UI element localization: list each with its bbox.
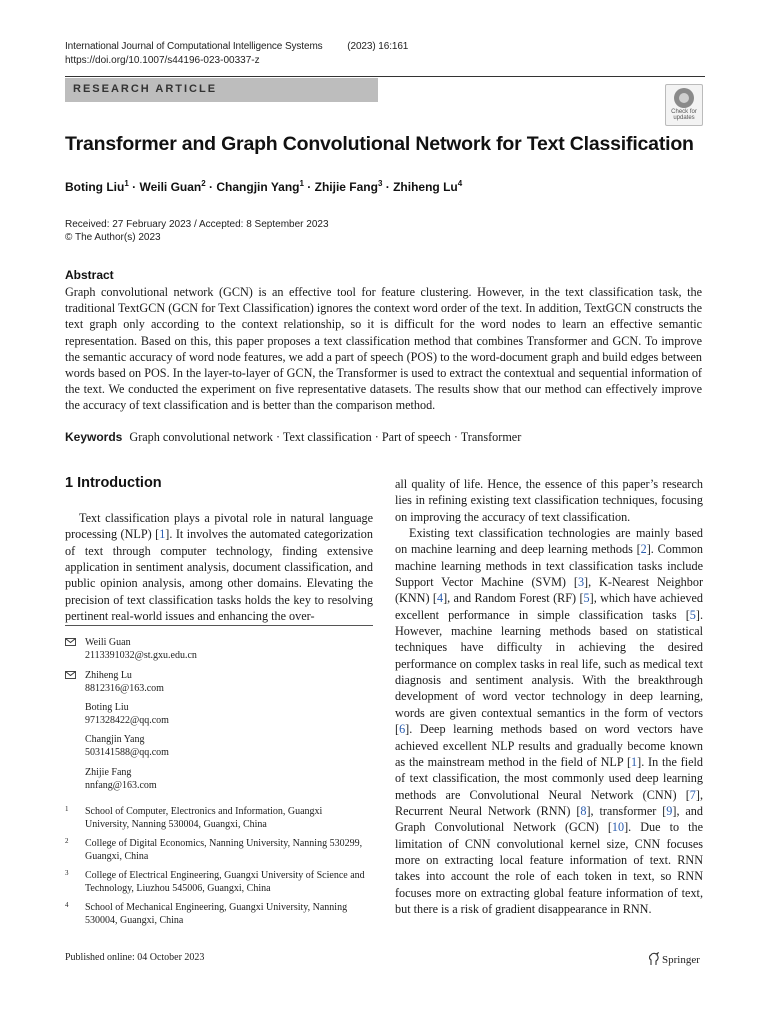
corresponding-author-details xyxy=(85,636,197,662)
affiliation-number: 2 xyxy=(65,837,69,845)
received-dates: Received: 27 February 2023 / Accepted: 8 September 2023 xyxy=(65,219,329,230)
intro-paragraph-2 xyxy=(395,525,703,917)
author-affiliation-mark: 3 xyxy=(377,179,383,188)
corresponding-author-email[interactable]: 2113391032@st.gxu.edu.cn xyxy=(85,650,197,661)
corresponding-author-entry xyxy=(65,669,164,695)
check-updates-label-2: updates xyxy=(673,115,695,121)
journal-name: International Journal of Computational Intelligence Systems xyxy=(65,41,323,52)
text-run: Existing text classification technologies are mainly based on machine learning and deep learning methods [ xyxy=(395,526,703,557)
corresponding-author-details xyxy=(85,733,169,759)
affiliation-number: 1 xyxy=(65,805,69,813)
author-name[interactable]: Changjin Yang xyxy=(216,180,300,194)
affiliation-number: 4 xyxy=(65,901,69,909)
author-affiliation-mark: 2 xyxy=(201,179,206,188)
author-list xyxy=(65,179,462,194)
citation-link[interactable]: 1 xyxy=(631,754,638,769)
corresponding-author-entry xyxy=(65,701,169,727)
text-run: ], and Random Forest (RF) [ xyxy=(443,591,584,606)
author-name[interactable]: Zhijie Fang xyxy=(314,180,378,194)
text-run: ]. Common machine learning methods in text classification tasks include Support Vector Machine (SVM) [ xyxy=(395,542,703,590)
intro-paragraph-continued: all quality of life. Hence, the essence of this paper’s research lies in refining existing text classification techniques, focusing on improving the accuracy of text classification. xyxy=(395,477,703,524)
corresponding-author-email[interactable]: 8812316@163.com xyxy=(85,683,164,694)
abstract-heading: Abstract xyxy=(65,268,114,282)
author-affiliation-mark: 1 xyxy=(124,179,129,188)
corresponding-author-name: Zhijie Fang xyxy=(85,767,132,778)
paper-title: Transformer and Graph Convolutional Network for Text Classification xyxy=(65,133,694,155)
author-separator: · xyxy=(382,180,394,194)
corresponding-author-entry xyxy=(65,636,197,662)
text-run: ], and Graph Convolutional Network (GCN) [ xyxy=(395,803,703,835)
corresponding-author-details xyxy=(85,766,157,792)
affiliation-text: College of Electrical Engineering, Guangxi University of Science and Technology, Liuzhou 545006, Guangxi, China xyxy=(85,870,365,894)
check-for-updates-badge[interactable] xyxy=(665,84,703,126)
corresponding-author-name: Changjin Yang xyxy=(85,734,145,745)
corresponding-author-name: Zhiheng Lu xyxy=(85,670,132,681)
intro-left-column xyxy=(65,510,373,624)
doi-link[interactable]: https://doi.org/10.1007/s44196-023-00337-z xyxy=(65,55,260,66)
corresponding-author-email[interactable]: nnfang@163.com xyxy=(85,780,157,791)
journal-header xyxy=(65,41,408,52)
footnote-rule xyxy=(65,625,373,626)
citation-link[interactable]: 4 xyxy=(436,591,444,606)
affiliation-entry xyxy=(65,901,365,927)
intro-right-column xyxy=(395,476,703,917)
header-rule xyxy=(65,76,705,77)
keywords-text: Graph convolutional network · Text classification · Part of speech · Transformer xyxy=(129,430,522,444)
author-separator: · xyxy=(128,180,140,194)
citation-link[interactable]: 1 xyxy=(159,527,166,542)
affiliation-entry xyxy=(65,837,365,863)
citation-link[interactable]: 5 xyxy=(689,607,696,622)
intro-paragraph-1 xyxy=(65,510,373,624)
text-run: ], transformer [ xyxy=(586,803,667,818)
keywords xyxy=(65,430,521,445)
citation-link[interactable]: 7 xyxy=(689,787,696,802)
citation-link[interactable]: 6 xyxy=(399,722,406,737)
corresponding-author-email[interactable]: 971328422@qq.com xyxy=(85,715,169,726)
envelope-icon xyxy=(65,638,76,646)
text-run: Text classification plays a pivotal role in natural language processing (NLP) [ xyxy=(65,511,373,542)
copyright-line: © The Author(s) 2023 xyxy=(65,232,161,243)
author-name[interactable]: Boting Liu xyxy=(65,180,125,194)
corresponding-author-entry xyxy=(65,766,157,792)
text-run: ]. Deep learning methods based on word vectors have achieved excellent NLP results and gradually become known as the mainstream method in the field of NLP [ xyxy=(395,722,703,769)
author-affiliation-mark: 1 xyxy=(299,179,304,188)
text-run: ], which have achieved excellent performance in simple classification tasks [ xyxy=(395,591,703,622)
author-separator: · xyxy=(205,180,217,194)
text-run: ]. Due to the limitation of CNN convolutional kernel size, CNN focuses more on extracting local feature information of text. RNN takes into account the role of each token in text, so RNN focuses more on extracting global feature information of text, but there is a risk of gradient disappearance in RNN. xyxy=(395,820,704,916)
text-run: ]. In the field of text classification, the most commonly used deep learning methods are Convolutional Neural Network (CNN) [ xyxy=(395,754,703,802)
affiliation-text: School of Mechanical Engineering, Guangxi University, Nanning 530004, Guangxi, China xyxy=(85,902,348,926)
affiliation-entry xyxy=(65,805,365,831)
abstract-text: Graph convolutional network (GCN) is an effective tool for feature clustering. However, in the text classification task, the traditional TextGCN (GCN for Text Classification) ignores the context word order of the text. In addition, TextGCN constructs the text graph only according to the context relationship, so it is difficult for the word nodes to learn an effective semantic representation. Based on this, this paper proposes a text classification method that combines Transformer and GCN. To improve the semantic accuracy of word node features, we add a part of speech (POS) to the word-document graph and build edges between words based on POS. In the layer-to-layer of GCN, the Transformer is used to extract the contextual and sequential information of the text. We conducted the experiment on five representative datasets. The results show that our method can effectively improve the accuracy of text classification and is better than the comparison method. xyxy=(65,285,702,413)
check-updates-icon xyxy=(674,88,694,108)
text-run: ], Recurrent Neural Network (RNN) [ xyxy=(395,787,703,818)
citation-link[interactable]: 9 xyxy=(666,803,673,818)
journal-volume: (2023) 16:161 xyxy=(347,41,409,52)
author-name[interactable]: Zhiheng Lu xyxy=(393,180,458,194)
author-affiliation-mark: 4 xyxy=(457,179,463,188)
author-name[interactable]: Weili Guan xyxy=(139,180,202,194)
text-run: ]. It involves the automated categorization of text through computer technology, finding extensive application in sentiment analysis, document classification, and public opinion analysis, among other domains. Elevating the precision of text classification tasks holds the key to resolving pertinent real-world issues and enhancing the over- xyxy=(65,527,373,624)
corresponding-author-entry xyxy=(65,733,169,759)
article-type-banner: RESEARCH ARTICLE xyxy=(65,78,378,102)
affiliation-text: College of Digital Economics, Nanning University, Nanning 530299, Guangxi, China xyxy=(85,838,363,862)
publisher-name: Springer xyxy=(662,954,700,966)
published-online: Published online: 04 October 2023 xyxy=(65,952,205,963)
citation-link[interactable]: 2 xyxy=(640,542,647,557)
corresponding-author-name: Weili Guan xyxy=(85,637,131,648)
citation-link[interactable]: 8 xyxy=(580,803,587,818)
publisher-logo xyxy=(648,952,700,969)
keywords-label: Keywords xyxy=(65,430,123,444)
corresponding-author-details xyxy=(85,669,164,695)
affiliation-text: School of Computer, Electronics and Information, Guangxi University, Nanning 530004, Guangxi, China xyxy=(85,806,323,830)
citation-link[interactable]: 3 xyxy=(577,575,585,590)
text-run: ], K-Nearest Neighbor (KNN) [ xyxy=(395,575,703,606)
affiliation-number: 3 xyxy=(65,869,69,877)
citation-link[interactable]: 5 xyxy=(583,591,590,606)
corresponding-author-name: Boting Liu xyxy=(85,702,129,713)
text-run: ]. However, machine learning methods based on statistical techniques have difficulty in achieving the desired performance on complex tasks in real life, such as medical text diagnosis and sentiment analysis. With the breakthrough development of word vector technology in deep learning, words are given contextual semantics in the form of vectors [ xyxy=(395,607,703,737)
springer-horse-icon xyxy=(648,952,660,969)
author-separator: · xyxy=(303,180,315,194)
citation-link[interactable]: 10 xyxy=(611,820,625,835)
envelope-icon xyxy=(65,671,76,679)
check-updates-label-1: Check for xyxy=(671,109,697,115)
affiliation-entry xyxy=(65,869,365,895)
corresponding-author-email[interactable]: 503141588@qq.com xyxy=(85,747,169,758)
corresponding-author-details xyxy=(85,701,169,727)
section-heading-introduction: 1 Introduction xyxy=(65,475,162,491)
